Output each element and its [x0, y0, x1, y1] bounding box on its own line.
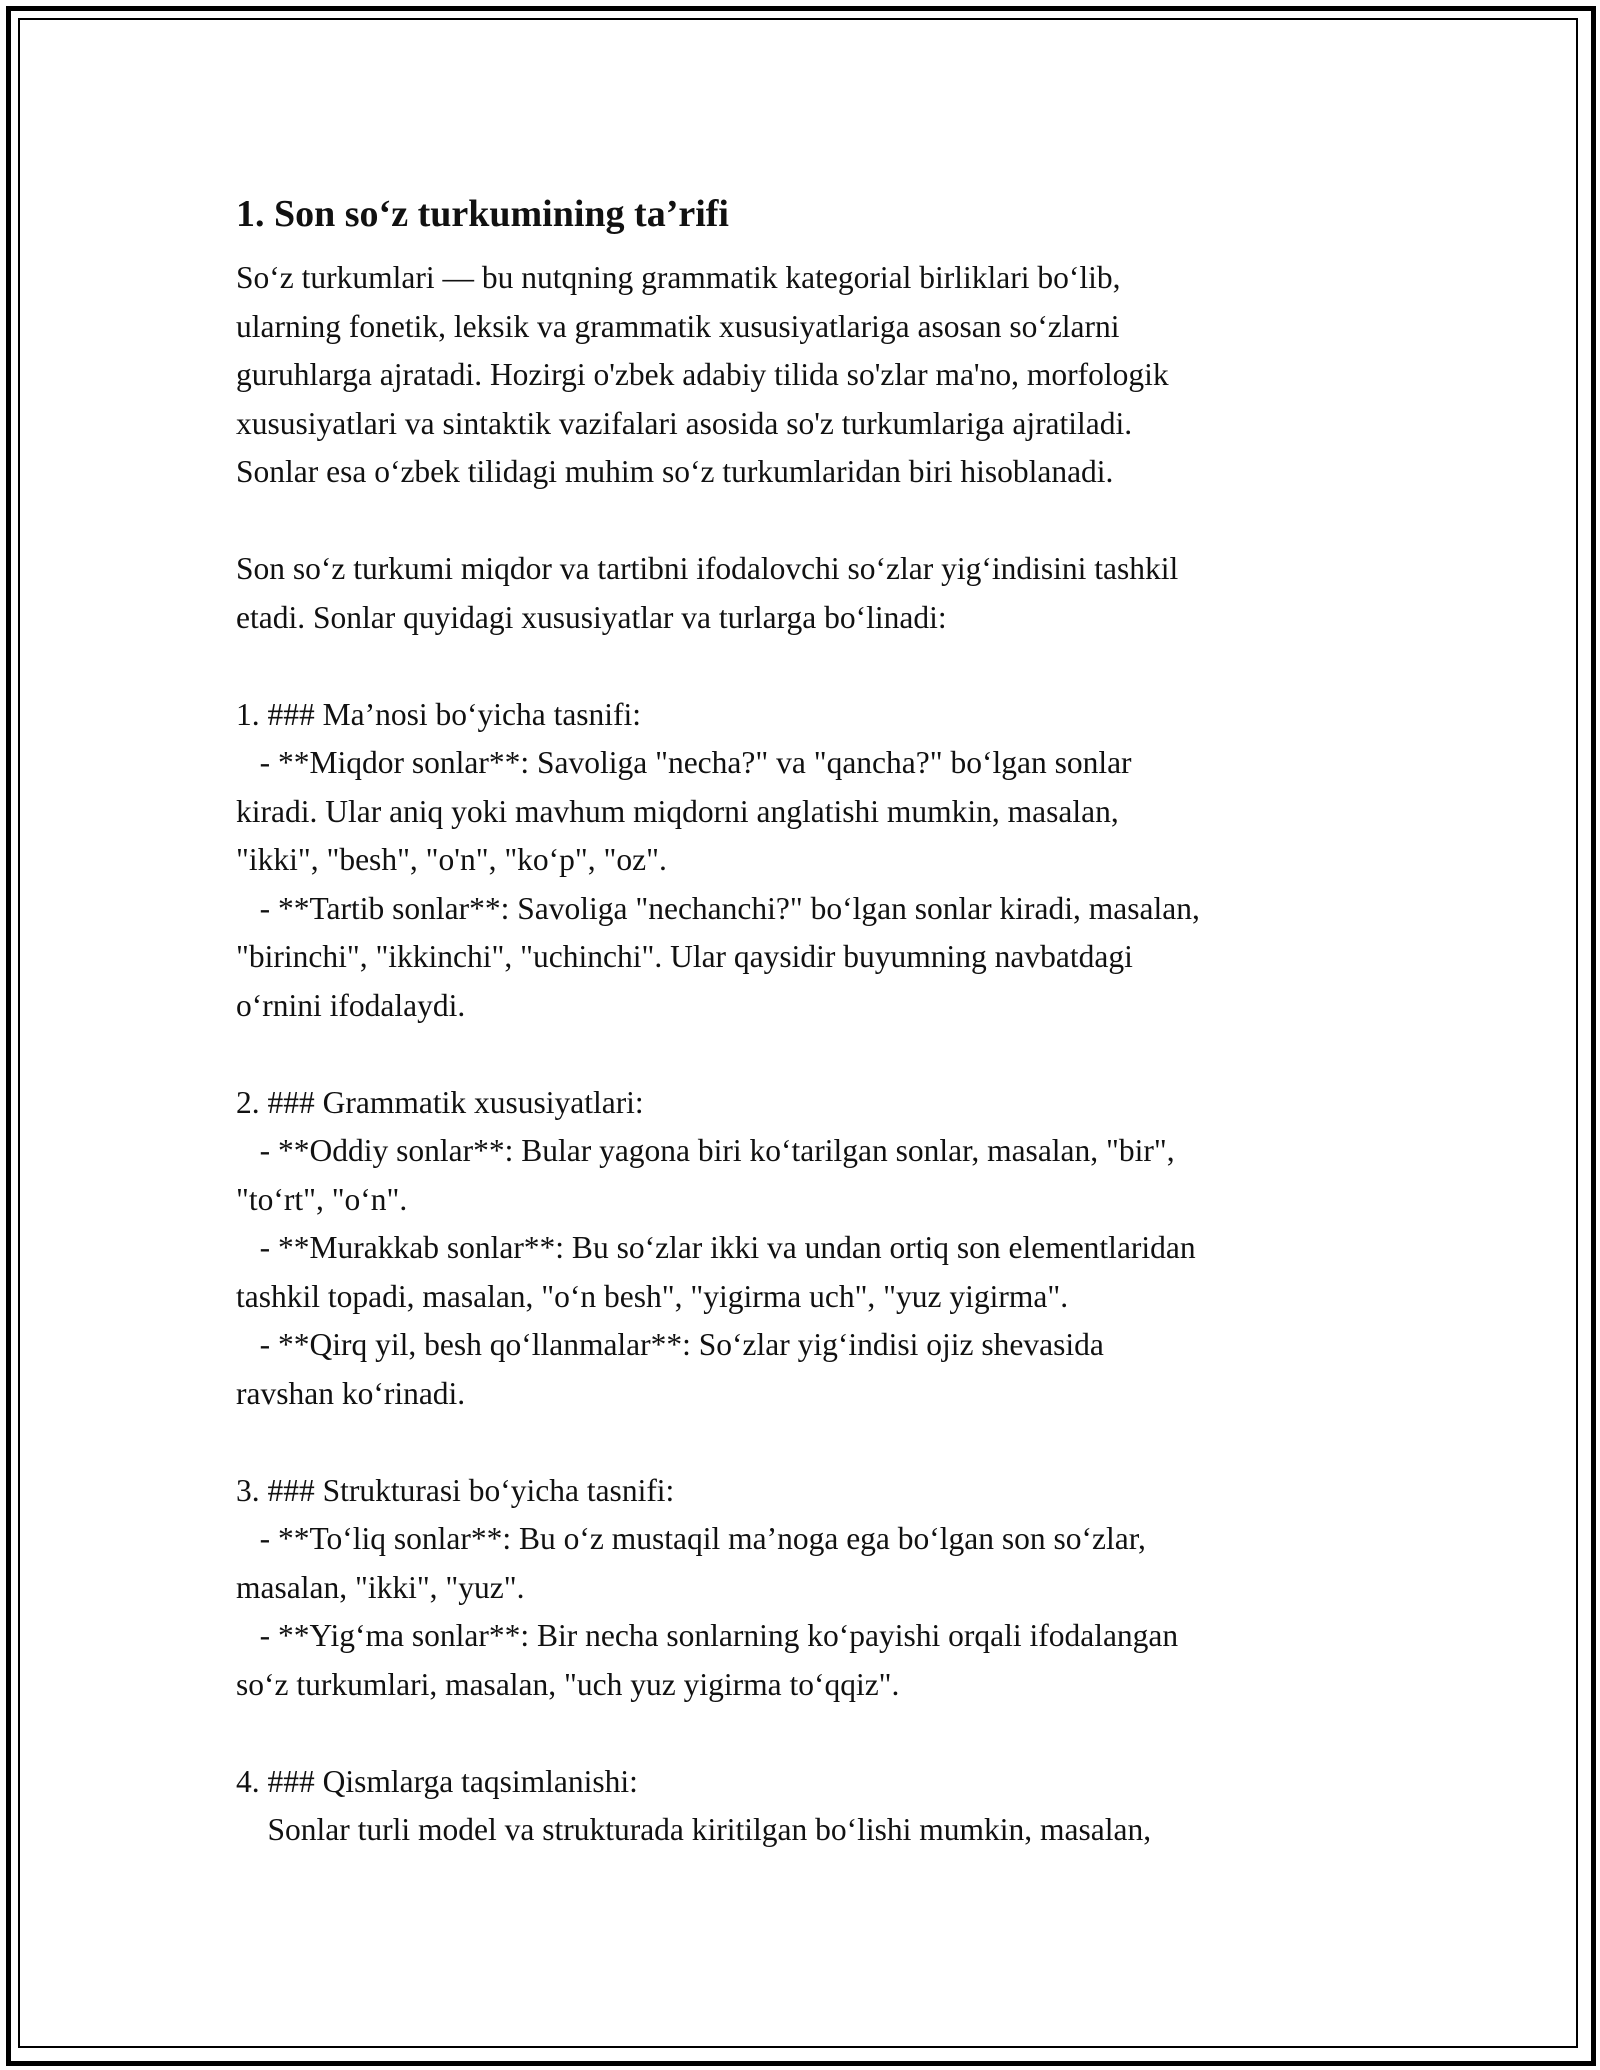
- section-meaning-classification: 1. ### Ma’nosi bo‘yicha tasnifi: - **Miqdor sonlar**: Savoliga "necha?" va "qancha?" bo‘lgan sonlar kiradi. Ular aniq yoki mavhum miqdorni anglatishi mumkin, masalan, "ikki", "besh", "o'n", "ko‘p", "oz". - **Tartib sonlar**: Savoliga "nechanchi?" bo‘lgan sonlar kiradi, masalan, "birinchi", "ikkinchi", "uchinchi". Ular qaysidir buyumning navbatdagi o‘rnini ifodalaydi.: [236, 696, 1200, 1023]
- section-parts-division: 4. ### Qismlarga taqsimlanishi: Sonlar turli model va strukturada kiritilgan bo‘lishi mumkin, masalan,: [236, 1763, 1152, 1847]
- paragraph-spacer: [236, 1709, 1386, 1758]
- paragraph-spacer: [236, 1418, 1386, 1467]
- section-structure-classification: 3. ### Strukturasi bo‘yicha tasnifi: - **To‘liq sonlar**: Bu o‘z mustaqil ma’noga ega bo‘lgan son so‘zlar, masalan, "ikki", "yuz". - **Yig‘ma sonlar**: Bir necha sonlarning ko‘payishi orqali ifodalangan so‘z turkumlari, masalan, "uch yuz yigirma to‘qqiz".: [236, 1472, 1179, 1702]
- document-title: 1. Son so‘z turkumining ta’rifi: [236, 193, 729, 235]
- paragraph-spacer: [236, 497, 1386, 546]
- paragraph-spacer: [236, 1030, 1386, 1079]
- paragraph-intro: So‘z turkumlari — bu nutqning grammatik kategorial birliklari bo‘lib, ularning fonetik, leksik va grammatik xususiyatlariga asosan so‘zlarni guruhlarga ajratadi. Hozirgi o'zbek adabiy tilida so'zlar ma'no, morfologik xususiyatlari va sintaktik vazifalari asosida so'z turkumlariga ajratiladi. Sonlar esa o‘zbek tilidagi muhim so‘z turkumlaridan biri hisoblanadi.: [236, 260, 1169, 489]
- section-grammatical-features: 2. ### Grammatik xususiyatlari: - **Oddiy sonlar**: Bular yagona biri ko‘tarilgan sonlar, masalan, "bir", "to‘rt", "o‘n". - **Murakkab sonlar**: Bu so‘zlar ikki va undan ortiq son elementlaridan tashkil topadi, masalan, "o‘n besh", "yigirma uch", "yuz yigirma". - **Qirq yil, besh qo‘llanmalar**: So‘zlar yig‘indisi ojiz shevasida ravshan ko‘rinadi.: [236, 1084, 1196, 1411]
- paragraph-definition: Son so‘z turkumi miqdor va tartibni ifodalovchi so‘zlar yig‘indisini tashkil etadi. Sonlar quyidagi xususiyatlar va turlarga bo‘linadi:: [236, 551, 1179, 635]
- document-body: [236, 184, 1386, 1855]
- paragraph-spacer: [236, 642, 1386, 691]
